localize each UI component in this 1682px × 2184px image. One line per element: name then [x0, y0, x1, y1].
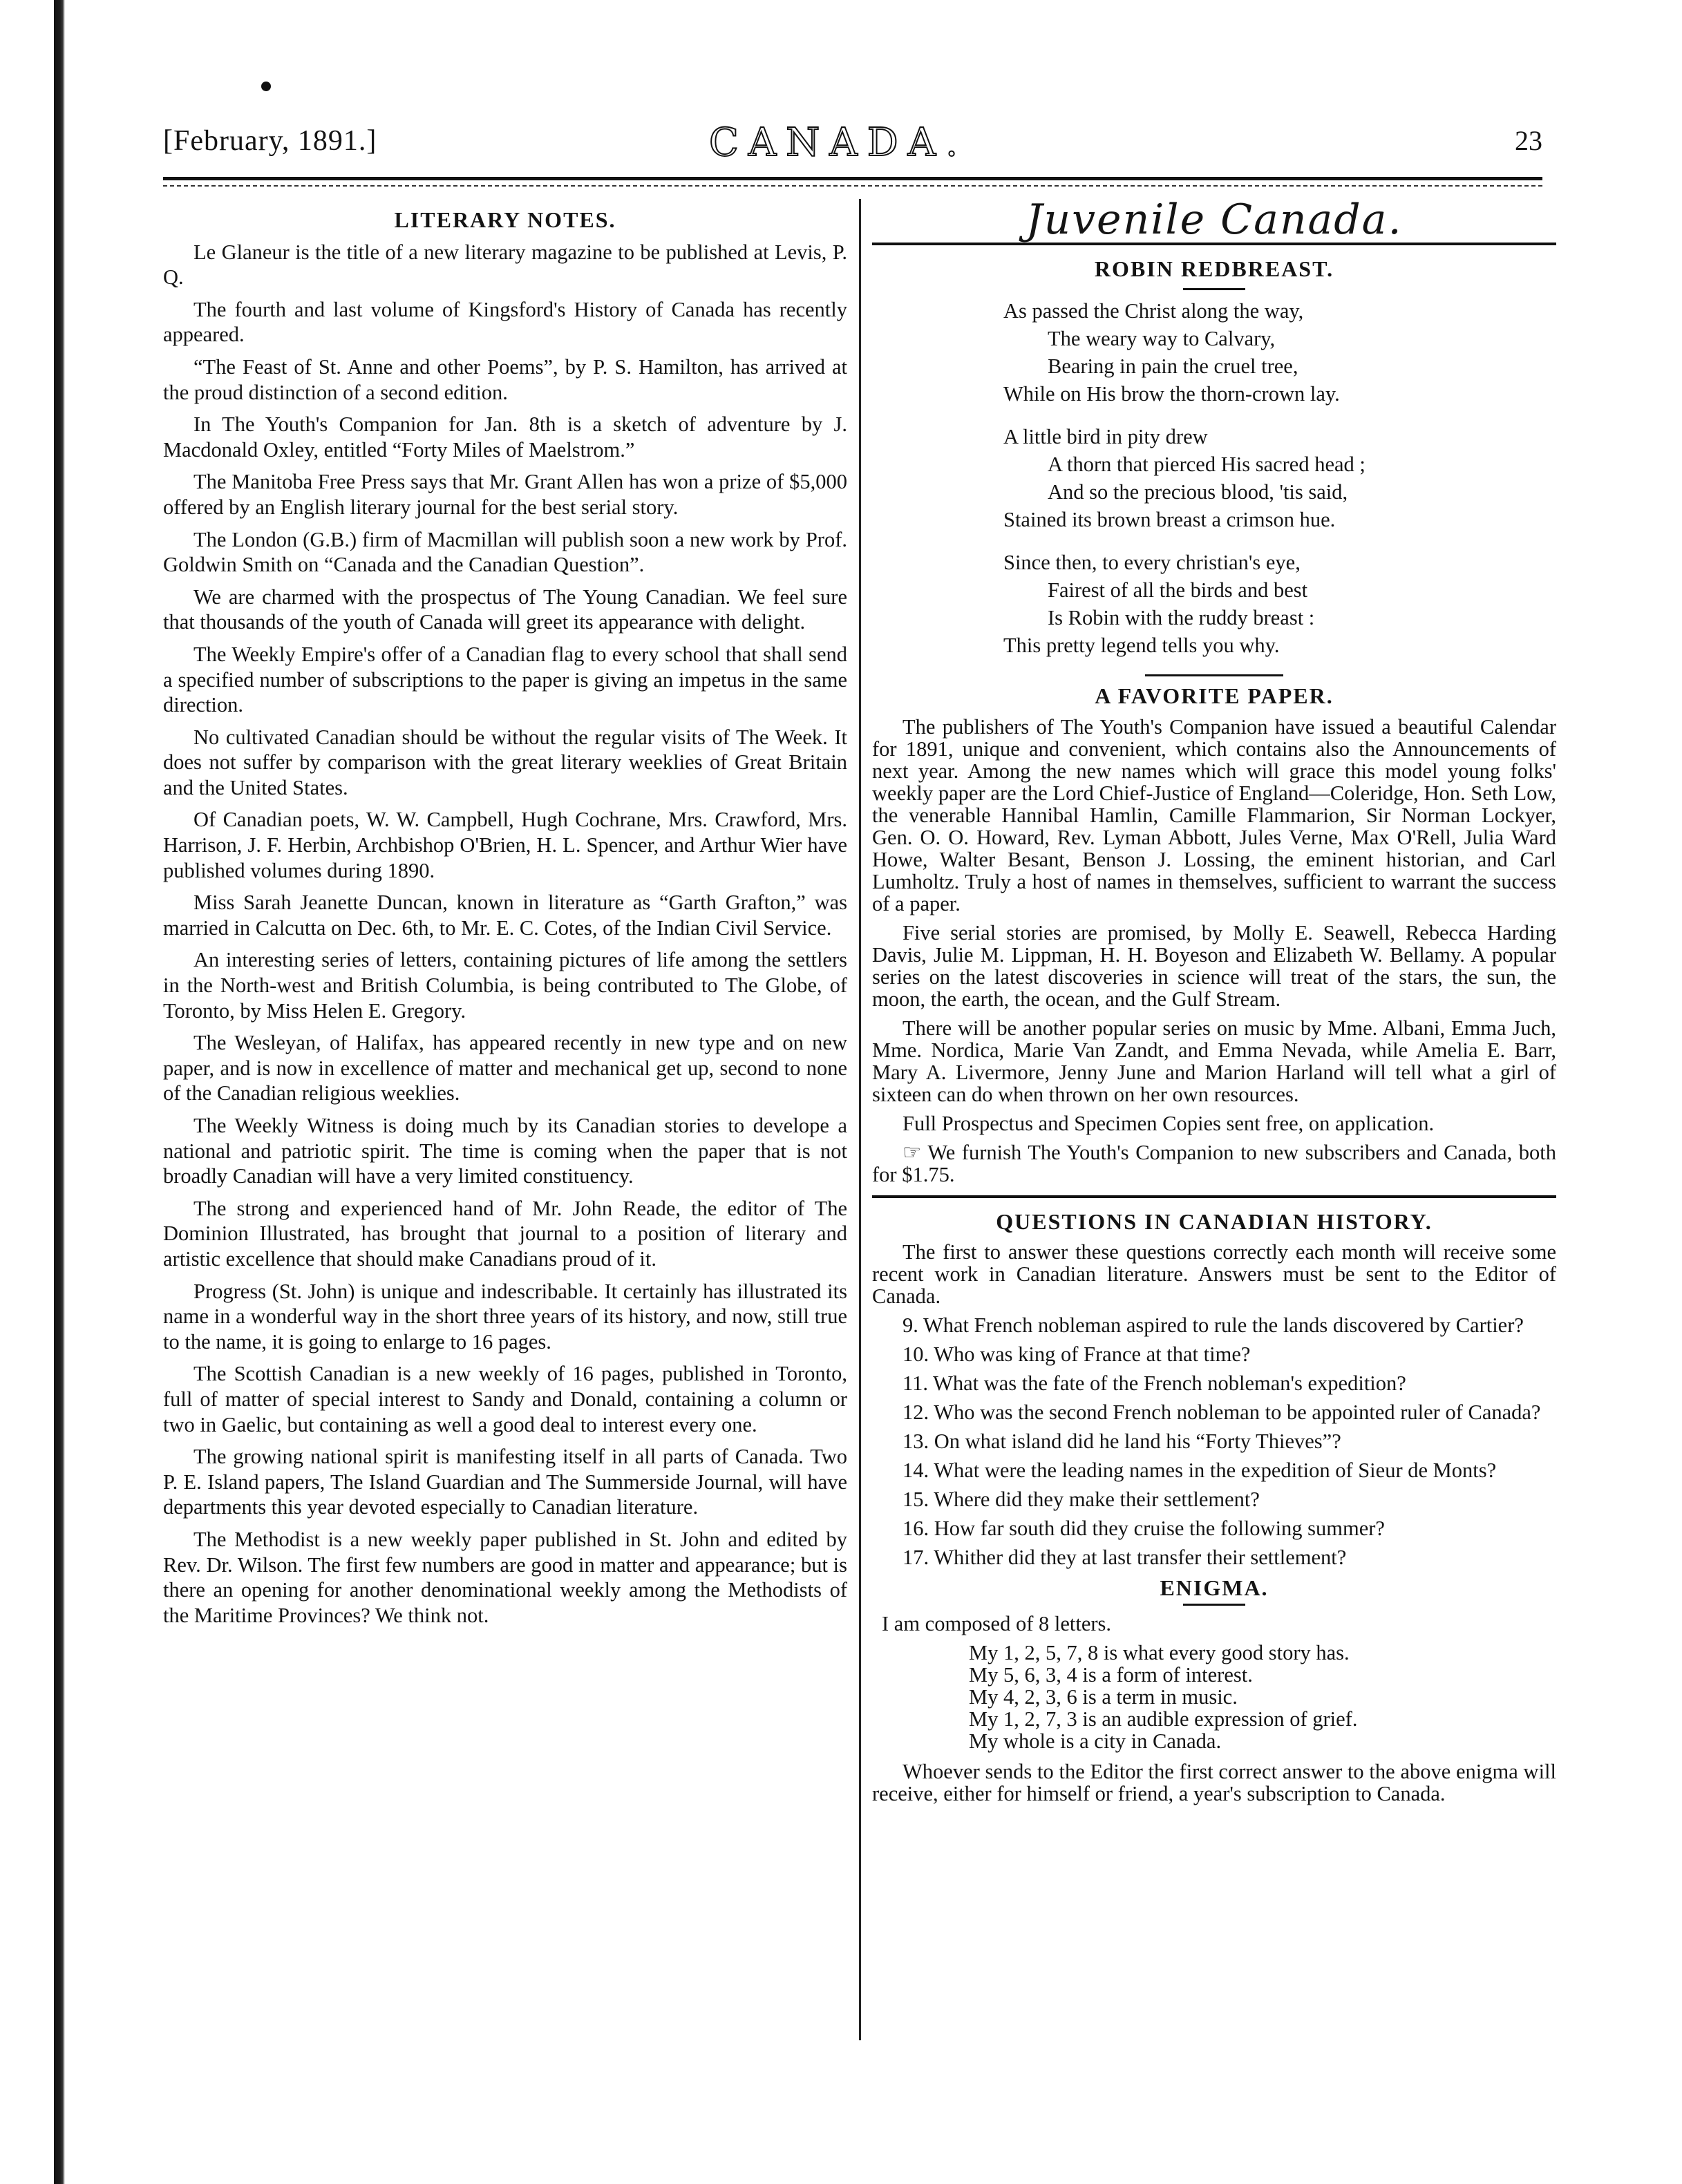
- paragraph: ☞ We furnish The Youth's Companion to new subscribers and Canada, both for $1.75.: [872, 1140, 1556, 1186]
- masthead: CANADA.: [709, 120, 967, 165]
- note: The Weekly Witness is doing much by its Canadian stories to develope a national and patriotic spirit. The time is coming when the paper that is not broadly Canadian will have a very limited constituency.: [163, 1114, 847, 1188]
- question: 17. Whither did they at last transfer their settlement?: [903, 1546, 1347, 1570]
- enigma-lines: [872, 1642, 1556, 1752]
- paragraph: The publishers of The Youth's Companion have issued a beautiful Calendar for 1891, unique and convenient, which contains also the Announcements of next year. Among the new names which will grace this model young folks' weekly paper are the Lord Chief-Justice of England—Coleridge, Hon. Seth Low, the venerable Hannibal Hamlin, Camille Flammarion, Sir Norman Lockyer, Gen. O. O. Howard, Rev. Lyman Abbott, Jules Verne, Max O'Rell, Julia Ward Howe, Walter Besant, Benson J. Lossing, the eminent historian, and Carl Lumholtz. Truly a host of names in themselves, sufficient to warrant the success of a paper.: [872, 714, 1556, 915]
- paragraph: Five serial stories are promised, by Molly E. Seawell, Rebecca Harding Davis, Julie M. Lippman, H. H. Boyeson and Elizabeth W. Bellamy. A popular series on the latest discoveries in science will treat of the stars, the sun, the moon, the earth, the ocean, and the Gulf Stream.: [872, 920, 1556, 1011]
- short-rule: [1145, 674, 1283, 676]
- section-rule: [872, 1195, 1556, 1198]
- favorite-paper-body: [872, 716, 1556, 1186]
- note: The Manitoba Free Press says that Mr. Grant Allen has won a prize of $5,000 offered by an English literary journal for the best serial story.: [163, 470, 847, 519]
- paragraph: Full Prospectus and Specimen Copies sent free, on application.: [903, 1111, 1435, 1135]
- question: 13. On what island did he land his “Forty Thieves”?: [903, 1430, 1341, 1454]
- note: The Scottish Canadian is a new weekly of 16 pages, published in Toronto, full of matter of special interest to Sandy and Donald, containing a column or two in Gaelic, but containing as well a good deal to interest every one.: [163, 1362, 847, 1436]
- page-header: [163, 120, 1542, 166]
- ink-dot: [261, 82, 271, 91]
- poem-line: And so the precious blood, 'tis said,: [1048, 480, 1348, 504]
- poem-stanza: [872, 549, 1556, 659]
- section-title: Juvenile Canada.: [1026, 196, 1403, 244]
- question: 15. Where did they make their settlement?: [903, 1488, 1260, 1512]
- poem-line: Stained its brown breast a crimson hue.: [1003, 508, 1336, 532]
- note: Le Glaneur is the title of a new literary magazine to be published at Levis, P. Q.: [163, 240, 847, 289]
- note: No cultivated Canadian should be without the regular visits of The Week. It does not suffer by comparison with the great literary weeklies of Great Britain and the United States.: [163, 725, 847, 799]
- enigma-intro: I am composed of 8 letters.: [882, 1611, 1112, 1635]
- questions-body: [872, 1241, 1556, 1568]
- enigma-line: My 5, 6, 3, 4 is a form of interest.: [969, 1662, 1253, 1687]
- enigma-line: My 1, 2, 5, 7, 8 is what every good story has.: [969, 1640, 1350, 1664]
- note: The growing national spirit is manifesting itself in all parts of Canada. Two P. E. Island papers, The Island Guardian and The Summerside Journal, will have departments this year devoted especially to Canadian literature.: [163, 1445, 847, 1519]
- question: 14. What were the leading names in the expedition of Sieur de Monts?: [903, 1459, 1497, 1483]
- note: The London (G.B.) firm of Macmillan will publish soon a new work by Prof. Goldwin Smith on “Canada and the Canadian Question”.: [163, 527, 847, 577]
- questions-intro: The first to answer these questions correctly each month will receive some recent work in Canadian literature. Answers must be sent to the Editor of Canada.: [872, 1240, 1556, 1309]
- note: Miss Sarah Jeanette Duncan, known in literature as “Garth Grafton,” was married in Calcutta on Dec. 6th, to Mr. E. C. Cotes, of the Indian Civil Service.: [163, 891, 847, 940]
- poem-line: Is Robin with the ruddy breast :: [1048, 606, 1315, 630]
- poem-line: While on His brow the thorn-crown lay.: [1003, 382, 1340, 406]
- literary-notes: [163, 240, 847, 1628]
- poem-line: Since then, to every christian's eye,: [1003, 551, 1301, 575]
- question: 9. What French nobleman aspired to rule the lands discovered by Cartier?: [903, 1313, 1524, 1338]
- column-divider: [859, 199, 861, 2040]
- question: 16. How far south did they cruise the following summer?: [903, 1517, 1385, 1541]
- note: In The Youth's Companion for Jan. 8th is a sketch of adventure by J. Macdonald Oxley, entitled “Forty Miles of Maelstrom.”: [163, 412, 847, 462]
- enigma-footer: Whoever sends to the Editor the first correct answer to the above enigma will receive, either for himself or friend, a year's subscription to Canada.: [872, 1759, 1556, 1805]
- poem-stanza: [872, 423, 1556, 533]
- favorite-paper-title: A FAVORITE PAPER.: [1095, 683, 1334, 709]
- poem-line: A thorn that pierced His sacred head ;: [1048, 453, 1366, 477]
- enigma-title: ENIGMA.: [1160, 1575, 1269, 1601]
- poem-line: Bearing in pain the cruel tree,: [1048, 354, 1298, 379]
- note: The fourth and last volume of Kingsford's History of Canada has recently appeared.: [163, 297, 847, 347]
- paragraph: There will be another popular series on music by Mme. Albani, Emma Juch, Mme. Nordica, Marie Van Zandt, and Emma Nevada, while Amelia E. Barr, Mary A. Livermore, Jenny June and Marion Harland will tell what a girl of sixteen can do when thrown on her own resources.: [872, 1016, 1556, 1106]
- note: Of Canadian poets, W. W. Campbell, Hugh Cochrane, Mrs. Crawford, Mrs. Harrison, J. F. Herbin, Archbishop O'Brien, H. L. Spencer, and Arthur Wier have published volumes during 1890.: [163, 808, 847, 882]
- poem-stanza: [872, 297, 1556, 408]
- question: 12. Who was the second French nobleman to be appointed ruler of Canada?: [903, 1400, 1541, 1425]
- enigma-line: My 4, 2, 3, 6 is a term in music.: [969, 1684, 1238, 1709]
- question: 11. What was the fate of the French nobleman's expedition?: [903, 1371, 1406, 1396]
- note: The Wesleyan, of Halifax, has appeared recently in new type and on new paper, and is now in excellence of matter and mechanical get up, second to none of the Canadian religious weeklies.: [163, 1031, 847, 1105]
- enigma-line: My 1, 2, 7, 3 is an audible expression of grief.: [969, 1707, 1358, 1731]
- note: The Weekly Empire's offer of a Canadian flag to every school that shall send a specified number of subscriptions to the paper is giving an impetus in the same direction.: [163, 642, 847, 717]
- page-number: 23: [1515, 125, 1542, 156]
- issue-date: [February, 1891.]: [163, 125, 377, 157]
- note: The strong and experienced hand of Mr. John Reade, the editor of The Dominion Illustrated, has brought that journal to a position of literary and artistic excellence that should make Canadians proud of it.: [163, 1196, 847, 1271]
- poem-title: ROBIN REDBREAST.: [1094, 256, 1334, 281]
- questions-title: QUESTIONS IN CANADIAN HISTORY.: [996, 1208, 1433, 1234]
- note: We are charmed with the prospectus of The Young Canadian. We feel sure that thousands of the youth of Canada will greet its appearance with delight.: [163, 585, 847, 634]
- literary-notes-heading: LITERARY NOTES.: [394, 207, 616, 232]
- short-rule: [1183, 288, 1245, 290]
- short-rule: [1183, 1604, 1245, 1606]
- note: An interesting series of letters, containing pictures of life among the settlers in the North-west and British Columbia, is being contributed to The Globe, of Toronto, by Miss Helen E. Gregory.: [163, 948, 847, 1023]
- left-column: [163, 207, 847, 1635]
- poem-line: The weary way to Calvary,: [1048, 327, 1276, 351]
- binding-edge: [54, 0, 65, 2184]
- note: “The Feast of St. Anne and other Poems”, by P. S. Hamilton, has arrived at the proud distinction of a second edition.: [163, 354, 847, 404]
- enigma-line: My whole is a city in Canada.: [969, 1729, 1222, 1753]
- poem-line: This pretty legend tells you why.: [1003, 634, 1280, 658]
- poem-line: Fairest of all the birds and best: [1048, 578, 1308, 602]
- note: The Methodist is a new weekly paper published in St. John and edited by Rev. Dr. Wilson. The first few numbers are good in matter and appearance; but is there an opening for another denominational weekly among the Methodists of the Maritime Provinces? We think not.: [163, 1527, 847, 1627]
- enigma-body: [872, 1613, 1556, 1805]
- right-column: [872, 196, 1556, 1812]
- poem-line: A little bird in pity drew: [1003, 425, 1208, 449]
- note: Progress (St. John) is unique and indescribable. It certainly has illustrated its name in a wonderful way in the short three years of its history, and now, still true to the name, it is going to enlarge to 16 pages.: [163, 1279, 847, 1354]
- header-rule-dashed: [163, 185, 1542, 187]
- poem-line: As passed the Christ along the way,: [1003, 299, 1304, 323]
- question: 10. Who was king of France at that time?: [903, 1342, 1251, 1367]
- header-rule: [163, 177, 1542, 180]
